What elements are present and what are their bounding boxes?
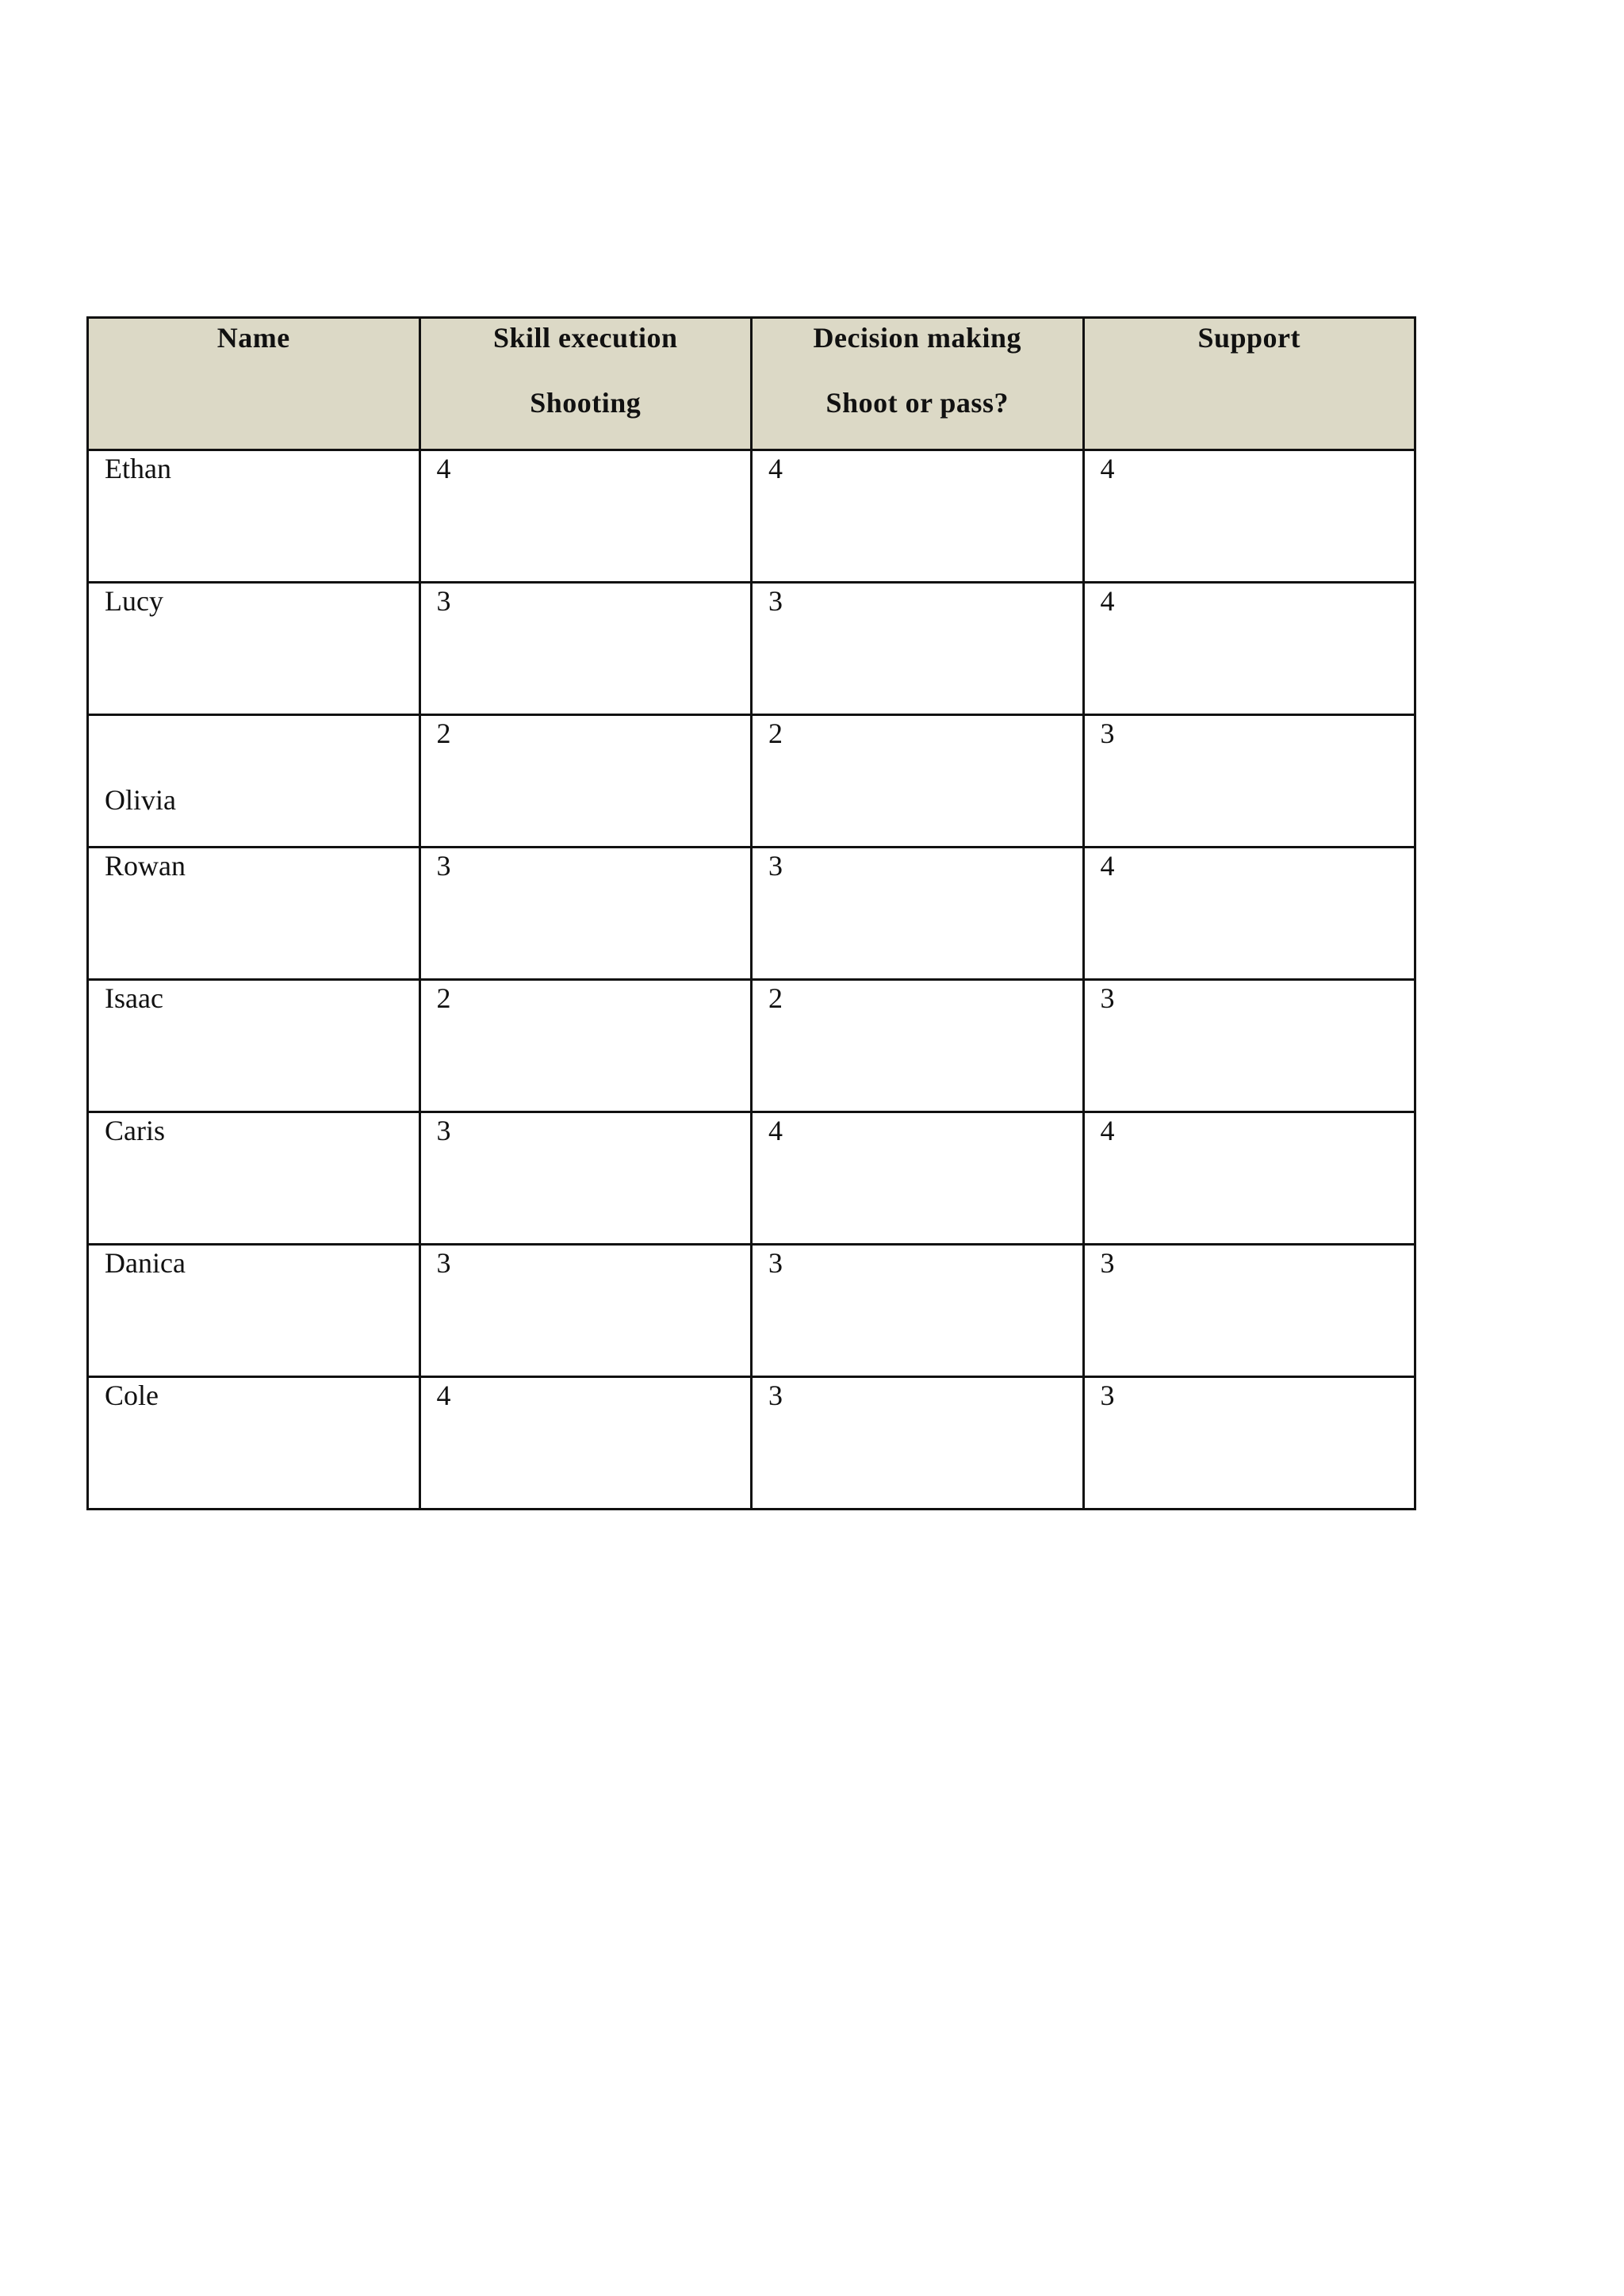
player-name: Cole: [105, 1380, 159, 1411]
support-cell: [1083, 1377, 1415, 1510]
table-row: [88, 450, 1415, 583]
player-name: Isaac: [105, 982, 163, 1014]
table-header: [88, 318, 1415, 450]
skill-cell: [419, 1112, 752, 1245]
table-row: [88, 715, 1415, 848]
support-score: 4: [1100, 585, 1115, 617]
skill-cell: [419, 715, 752, 848]
skill-score: 3: [436, 585, 451, 617]
player-name: Lucy: [105, 585, 163, 617]
skill-score: 4: [436, 453, 451, 484]
decision-cell: [752, 1112, 1084, 1245]
table-body: [88, 450, 1415, 1510]
name-cell: [88, 848, 420, 980]
name-cell: [88, 1377, 420, 1510]
support-cell: [1083, 715, 1415, 848]
table-row: [88, 1112, 1415, 1245]
decision-cell: [752, 715, 1084, 848]
table-row: [88, 1245, 1415, 1377]
decision-cell: [752, 583, 1084, 715]
support-cell: [1083, 848, 1415, 980]
decision-score: 2: [768, 718, 783, 749]
skill-cell: [419, 1377, 752, 1510]
support-score: 4: [1100, 453, 1115, 484]
decision-cell: [752, 1377, 1084, 1510]
header-name-label: Name: [216, 322, 290, 354]
support-score: 3: [1100, 982, 1115, 1014]
header-decision-sublabel: Shoot or pass?: [825, 387, 1009, 419]
header-decision-making: [752, 318, 1084, 450]
support-cell: [1083, 450, 1415, 583]
support-cell: [1083, 1245, 1415, 1377]
decision-cell: [752, 980, 1084, 1112]
player-name: Danica: [105, 1247, 186, 1279]
decision-score: 4: [768, 453, 783, 484]
header-name: [88, 318, 420, 450]
skill-cell: [419, 980, 752, 1112]
header-skill-label: Skill execution: [492, 322, 678, 354]
support-score: 4: [1100, 850, 1115, 882]
support-score: 4: [1100, 1115, 1115, 1146]
decision-score: 3: [768, 850, 783, 882]
header-skill-execution: [419, 318, 752, 450]
decision-score: 3: [768, 585, 783, 617]
skill-cell: [419, 848, 752, 980]
skill-score: 2: [436, 982, 451, 1014]
decision-score: 4: [768, 1115, 783, 1146]
name-cell: [88, 715, 420, 848]
table-row: [88, 1377, 1415, 1510]
header-skill-sublabel: Shooting: [530, 387, 642, 419]
decision-cell: [752, 848, 1084, 980]
decision-cell: [752, 450, 1084, 583]
table-row: [88, 583, 1415, 715]
player-name: Ethan: [105, 453, 171, 484]
header-row: [88, 318, 1415, 450]
header-support-label: Support: [1197, 322, 1301, 354]
player-name: Rowan: [105, 850, 186, 882]
header-support: [1083, 318, 1415, 450]
skill-cell: [419, 450, 752, 583]
name-cell: [88, 583, 420, 715]
header-decision-label: Decision making: [813, 322, 1022, 354]
skill-score: 3: [436, 1115, 451, 1146]
decision-score: 2: [768, 982, 783, 1014]
decision-score: 3: [768, 1247, 783, 1279]
support-cell: [1083, 583, 1415, 715]
decision-score: 3: [768, 1380, 783, 1411]
name-cell: [88, 1245, 420, 1377]
skill-cell: [419, 583, 752, 715]
support-cell: [1083, 980, 1415, 1112]
table-row: [88, 848, 1415, 980]
decision-cell: [752, 1245, 1084, 1377]
skill-score: 3: [436, 1247, 451, 1279]
support-score: 3: [1100, 718, 1115, 749]
player-name: Olivia: [105, 784, 176, 816]
support-cell: [1083, 1112, 1415, 1245]
skill-score: 2: [436, 718, 451, 749]
name-cell: [88, 1112, 420, 1245]
name-cell: [88, 980, 420, 1112]
support-score: 3: [1100, 1247, 1115, 1279]
name-cell: [88, 450, 420, 583]
player-name: Caris: [105, 1115, 165, 1146]
assessment-table: [86, 316, 1416, 1510]
table-row: [88, 980, 1415, 1112]
skill-cell: [419, 1245, 752, 1377]
skill-score: 3: [436, 850, 451, 882]
skill-score: 4: [436, 1380, 451, 1411]
support-score: 3: [1100, 1380, 1115, 1411]
